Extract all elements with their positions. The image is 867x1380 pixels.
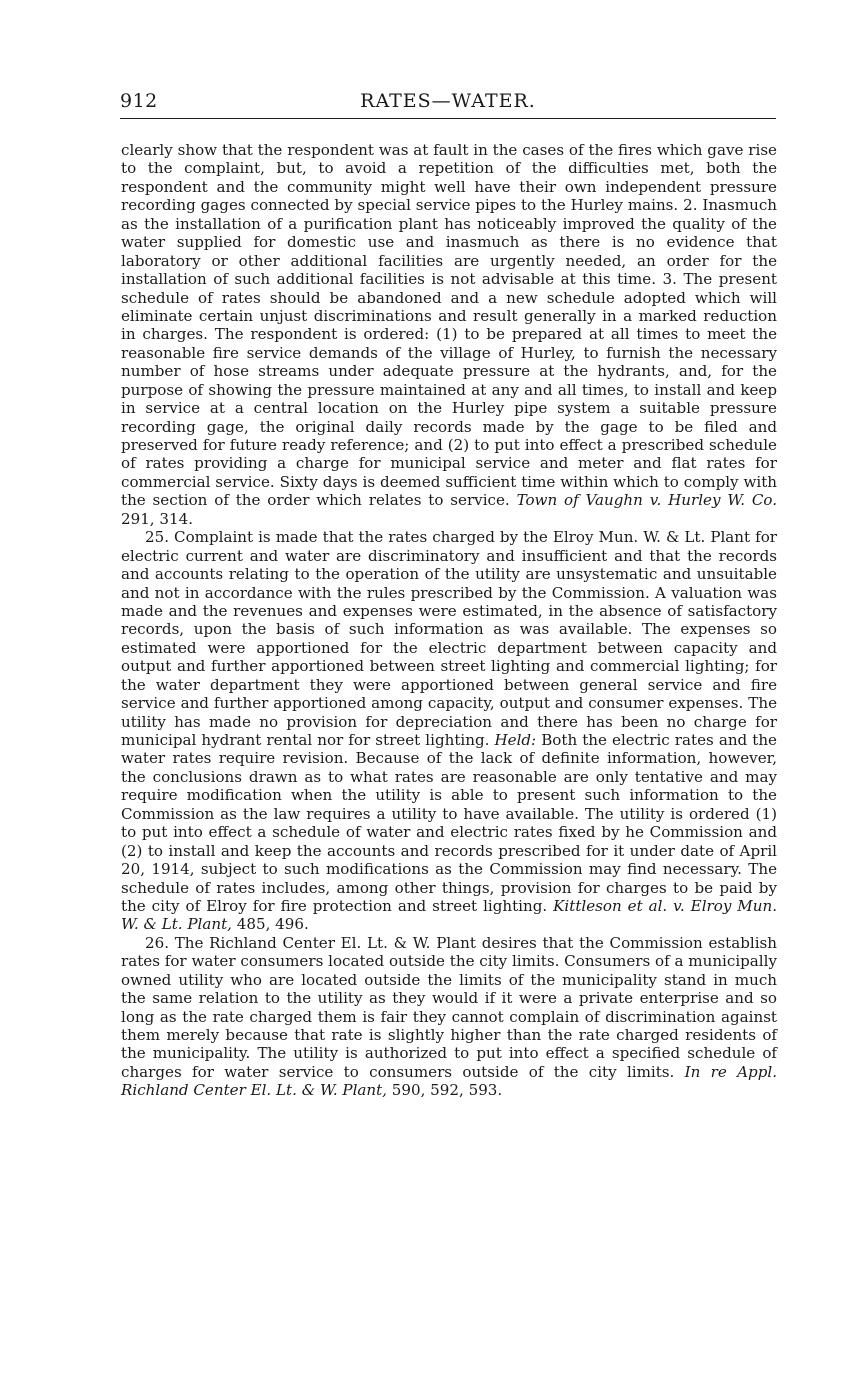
citation-pages: 485, 496. [231, 915, 309, 934]
case-citation: In re Appl. Richland Center El. Lt. & W. Plant, [121, 1062, 777, 1100]
citation-pages: 291, 314. [121, 509, 194, 528]
paragraph-25 [121, 528, 777, 934]
citation-pages: 590, 592, 593. [386, 1081, 503, 1100]
case-citation: Kittleson et al. v. Elroy Mun. W. & Lt. Plant, [121, 896, 777, 934]
paragraph-continued [121, 141, 777, 528]
case-citation: Town of Vaughn v. Hurley W. Co. [516, 491, 777, 510]
held-label: Held: [494, 731, 537, 749]
paragraph-text: clearly show that the respondent was at fault in the cases of the fires which gave rise to the complaint, but, to avoid a repetition of the difficulties met, both the respondent and the community might well have their own independent pressure recording gages connected by special service pipes to the Hurley mains. 2. Inasmuch as the installation of a purification plant has noticeably improved the quality of the water supplied for domestic use and inasmuch as there is no evidence that laboratory or other additional facilities are urgently needed, an order for the installation of such additional facilities is not advisable at this time. 3. The present schedule of rates should be abandoned and a new schedule adopted which will eliminate certain unjust discriminations and result generally in a marked reduction in charges. The respondent is ordered: (1) to be prepared at all times to meet the reasonable fire service demands of the village of Hurley, to furnish the necessary number of hose streams under adequate pressure at the hydrants, and, for the purpose of showing the pressure maintained at any and all times, to install and keep in service at a central location on the Hurley pipe system a suitable pressure recording gage, the original daily records made by the gage to be filed and preserved for future ready reference; and (2) to put into effect a prescribed schedule of rates providing a charge for municipal service and meter and flat rates for commercial service. Sixty days is deemed sufficient time within which to comply with the section of the order which relates to service. [121, 141, 777, 510]
page-header [120, 88, 776, 119]
body-text [121, 141, 777, 1100]
paragraph-26 [121, 934, 777, 1100]
paragraph-text-continued: Both the electric rates and the water rates require revision. Because of the lack of definite information, however, the conclusions drawn as to what rates are reasonable are only tentative and may require modification when the utility is able to present such information to the Commission as the law requires a utility to have available. The utility is ordered (1) to put into effect a schedule of water and electric rates fixed by he Commission and (2) to install and keep the accounts and records prescribed for it under date of April 20, 1914, subject to such modifications as the Commission may find necessary. The schedule of rates includes, among other things, provision for charges to be paid by the city of Elroy for fire protection and street lighting. [121, 731, 777, 915]
running-head: RATES—WATER. [360, 90, 536, 112]
paragraph-text: 25. Complaint is made that the rates charged by the Elroy Mun. W. & Lt. Plant for electric current and water are discriminatory and insufficient and that the records and accounts relating to the operation of the utility are unsystematic and unsuitable and not in accordance with the rules prescribed by the Commission. A valuation was made and the revenues and expenses were estimated, in the absence of satisfactory records, upon the basis of such information as was available. The expenses so estimated were apportioned for the electric department between capacity and output and further apportioned between street lighting and commercial lighting; for the water department they were apportioned between general service and fire service and further apportioned among capacity, output and consumer expenses. The utility has made no provision for depreciation and there has been no charge for municipal hydrant rental nor for street lighting. [121, 528, 777, 749]
paragraph-text: 26. The Richland Center El. Lt. & W. Plant desires that the Commission establish rates for water consumers located outside the city limits. Consumers of a municipally owned utility who are located outside the limits of the municipality stand in much the same relation to the utility as they would if it were a private enterprise and so long as the rate charged them is fair they cannot complain of discrimination against them merely because that rate is slightly higher than the rate charged residents of the municipality. The utility is authorized to put into effect a specified schedule of charges for water service to consumers outside of the city limits. [121, 933, 777, 1081]
page-number: 912 [120, 90, 158, 112]
